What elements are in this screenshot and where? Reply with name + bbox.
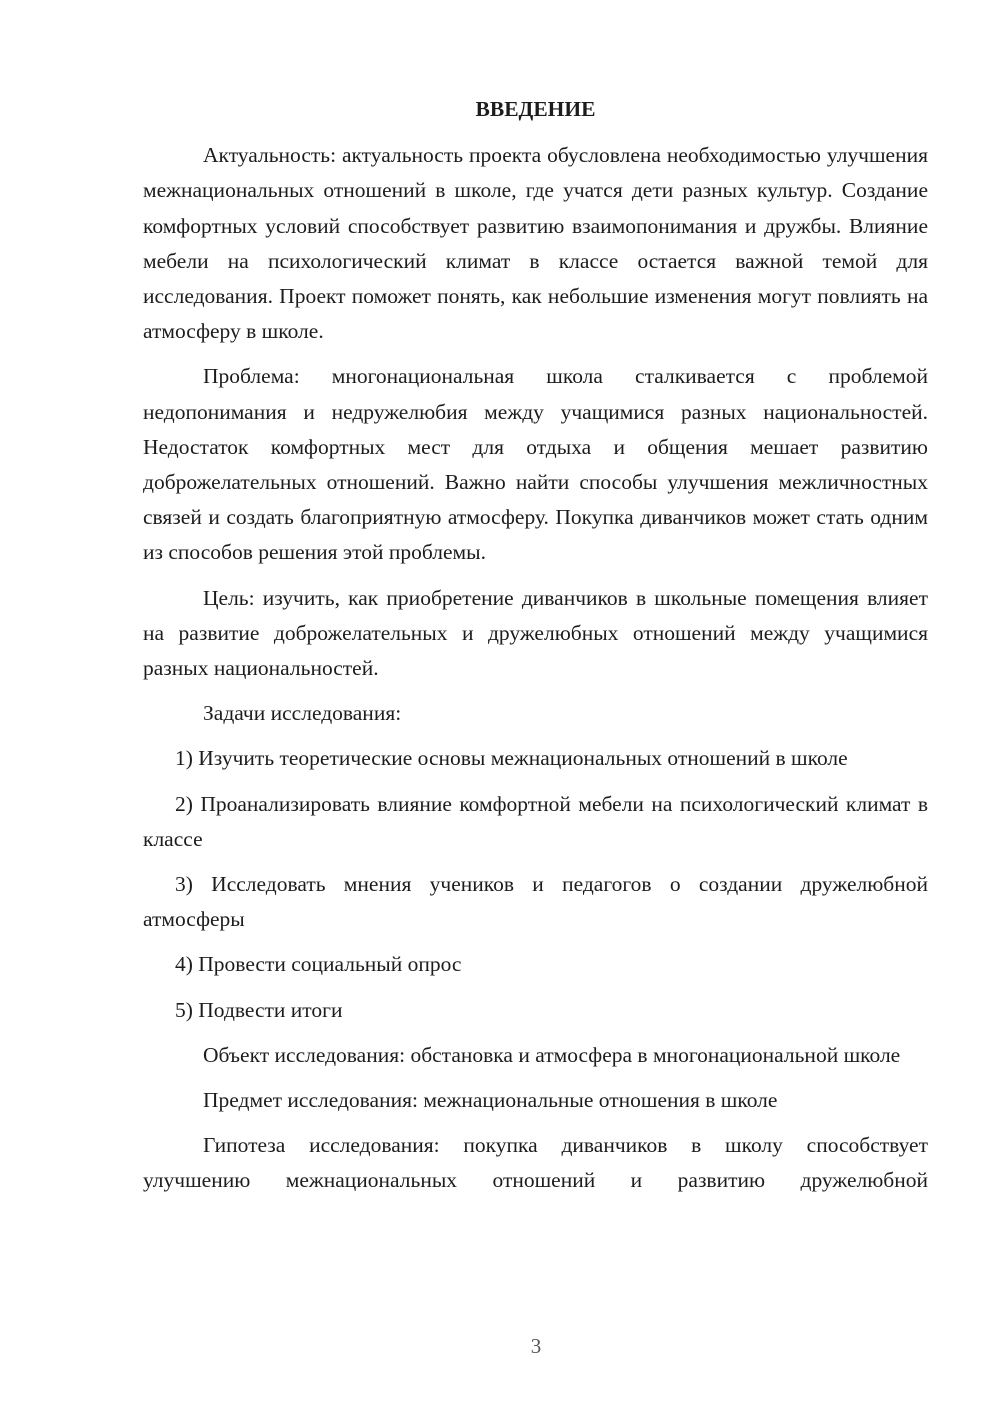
goal-paragraph: Цель: изучить, как приобретение диванчиков в школьные помещения влияет на развитие доброжелательных и дружелюбных отношений между учащимися разных национальностей.	[143, 585, 928, 681]
document-page	[143, 92, 928, 1209]
page-number: 3	[530, 1334, 542, 1358]
task-item: 5) Подвести итоги	[175, 997, 343, 1022]
subject-paragraph: Предмет исследования: межнациональные отношения в школе	[203, 1088, 778, 1113]
hypothesis-paragraph: Гипотеза исследования: покупка диванчиков в школу способствует улучшению межнациональных отношений и развитию дружелюбной	[143, 1133, 928, 1193]
task-item: 4) Провести социальный опрос	[175, 952, 462, 977]
task-item: 1) Изучить теоретические основы межнациональных отношений в школе	[175, 746, 848, 771]
task-item: 3) Исследовать мнения учеников и педагогов о создании дружелюбной атмосферы	[143, 872, 928, 932]
object-paragraph: Объект исследования: обстановка и атмосфера в многонациональной школе	[203, 1042, 901, 1067]
relevance-paragraph: Актуальность: актуальность проекта обусловлена необходимостью улучшения межнациональных отношений в школе, где учатся дети разных культур. Создание комфортных условий способствует развитию взаимопонимания и дружбы. Влияние мебели на психологический климат в классе остается важной темой для исследования. Проект поможет понять, как небольшие изменения могут повлиять на атмосферу в школе.	[143, 143, 928, 344]
task-item: 2) Проанализировать влияние комфортной мебели на психологический климат в классе	[143, 791, 928, 851]
tasks-heading: Задачи исследования:	[203, 701, 402, 726]
section-title: ВВЕДЕНИЕ	[475, 97, 596, 121]
problem-paragraph: Проблема: многонациональная школа сталкивается с проблемой недопонимания и недружелюбия между учащимися разных национальностей. Недостаток комфортных мест для отдыха и общения мешает развитию доброжелательных отношений. Важно найти способы улучшения межличностных связей и создать благоприятную атмосферу. Покупка диванчиков может стать одним из способов решения этой проблемы.	[143, 364, 928, 565]
